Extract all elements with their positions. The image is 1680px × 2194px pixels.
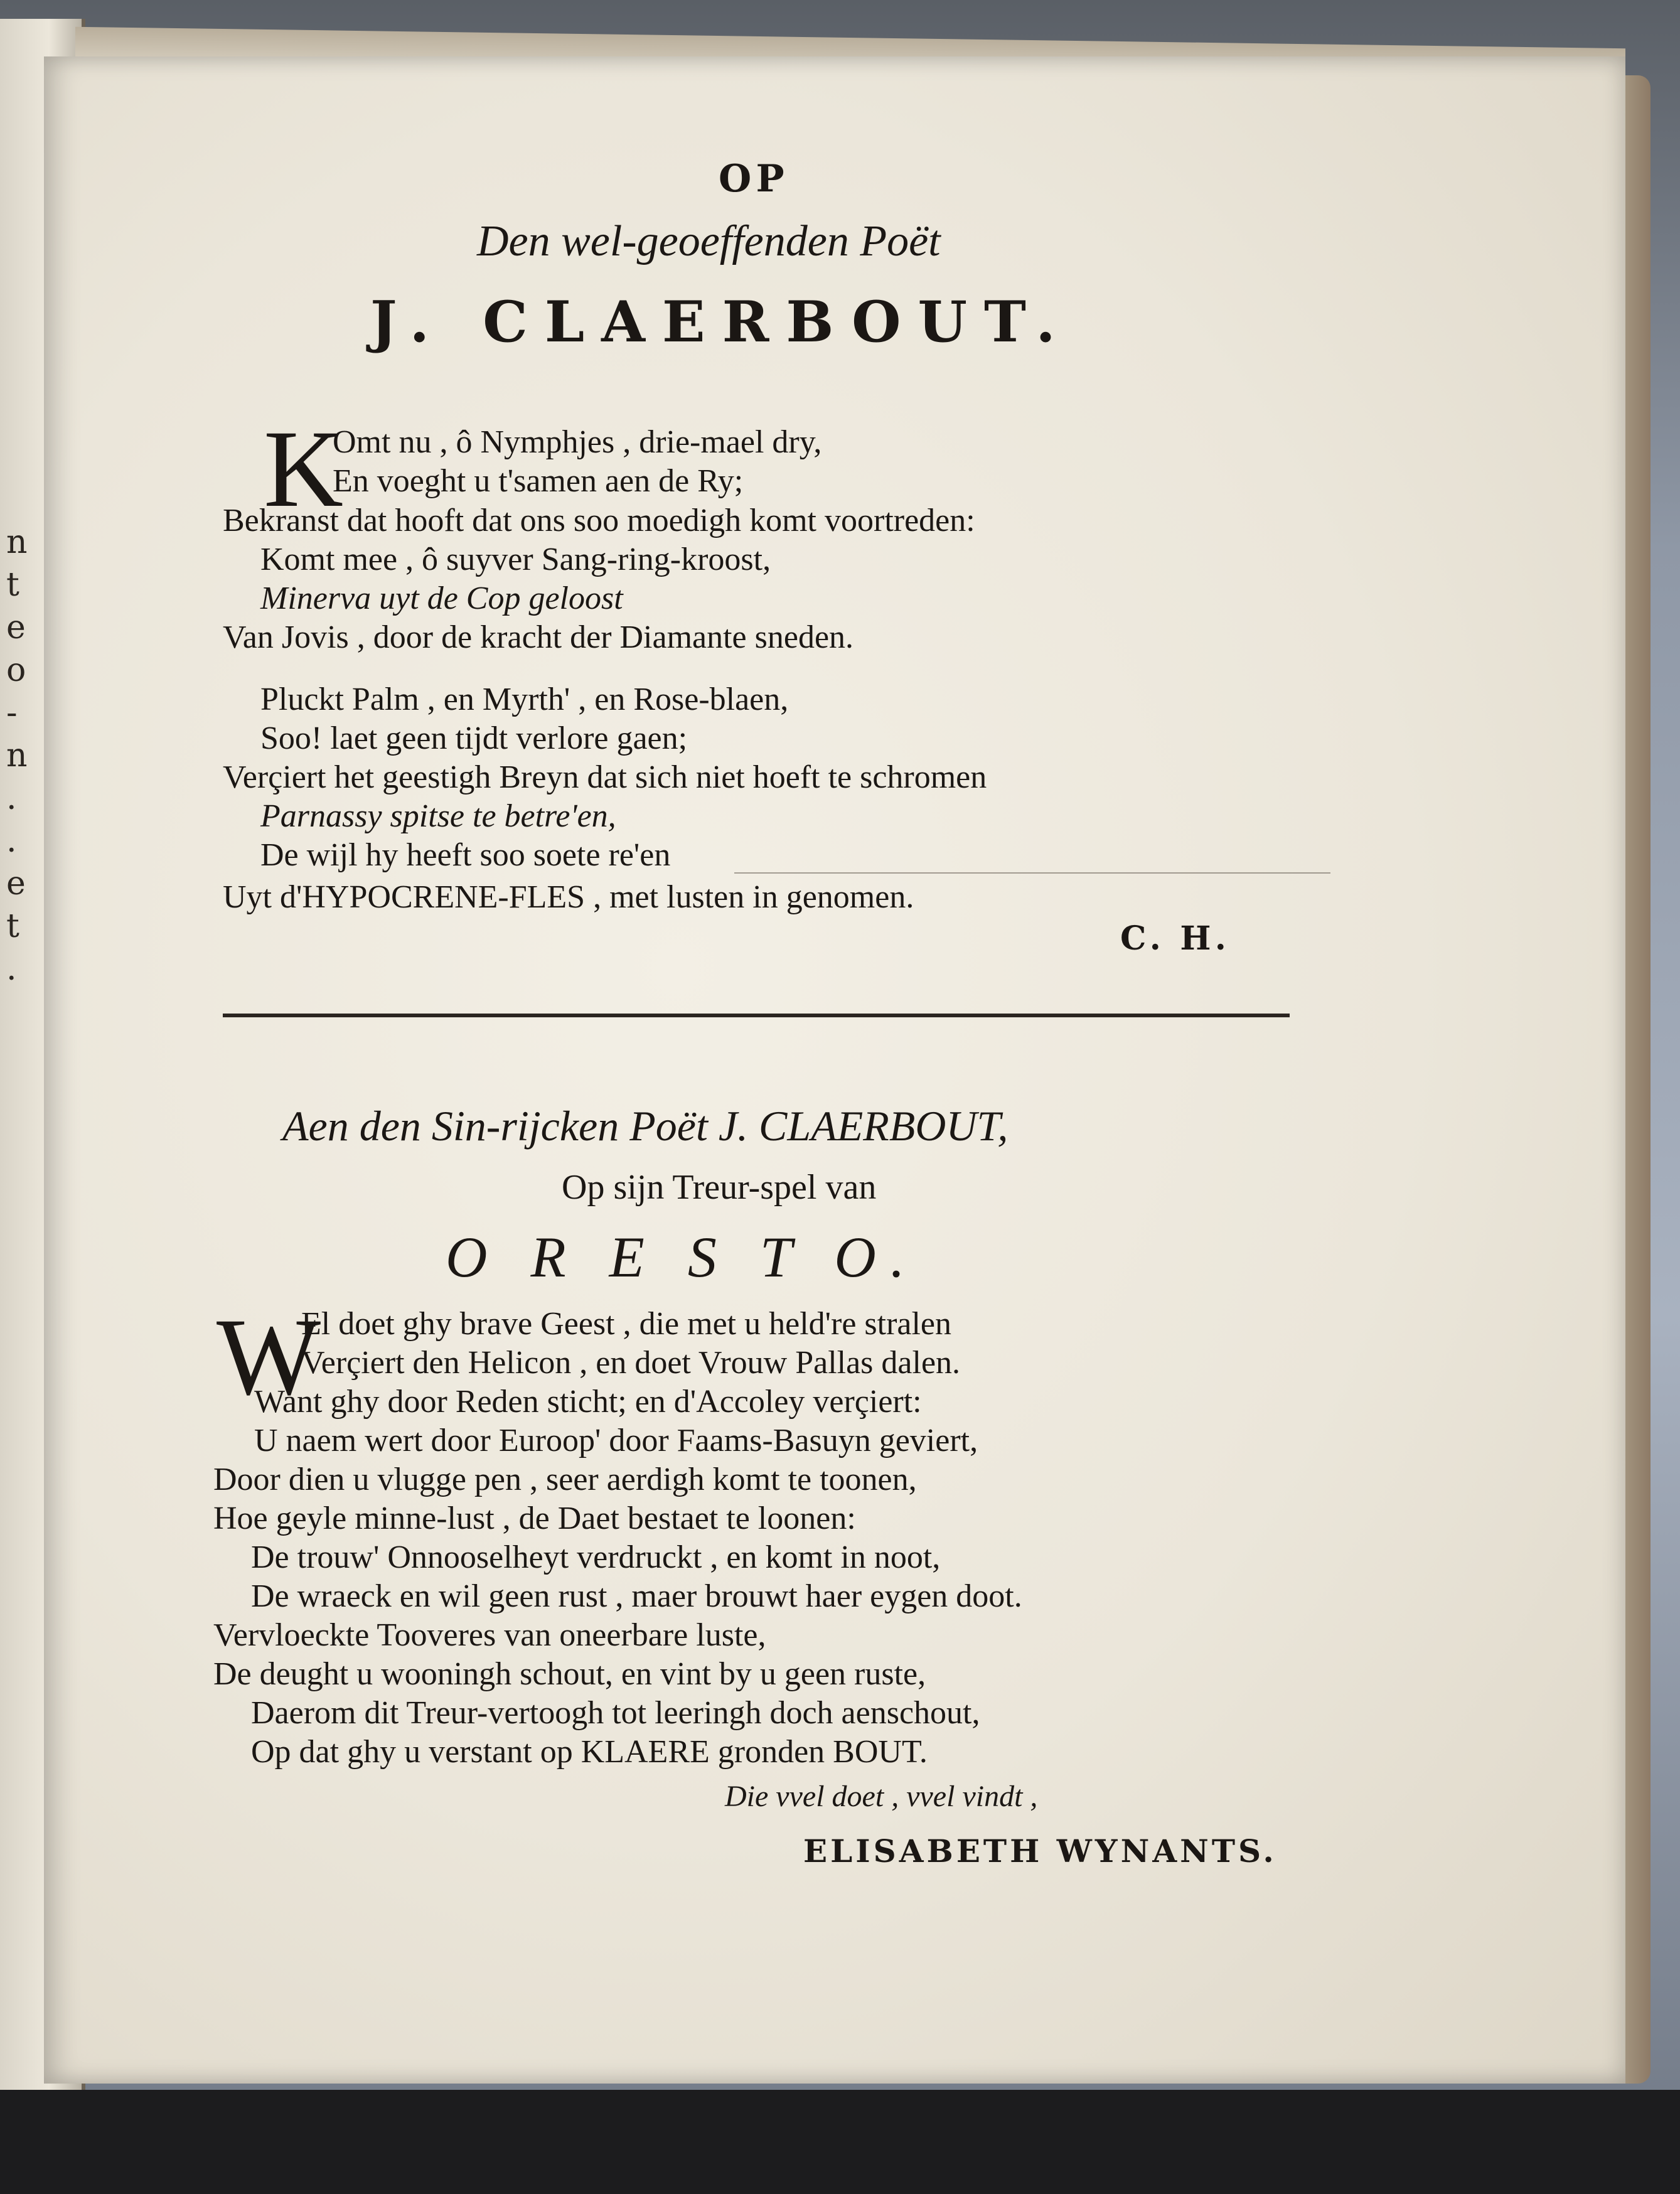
heading-poet-dedication: Den wel-geoeffenden Poët bbox=[477, 217, 941, 265]
margin-letter: - bbox=[6, 694, 18, 732]
poem1-line: Soo! laet geen tijdt verlore gaen; bbox=[260, 720, 688, 756]
poem2-line: Daerom dit Treur-vertoogh tot leeringh doch aenschout, bbox=[251, 1695, 980, 1731]
book-page bbox=[44, 56, 1625, 2084]
heading-claerbout: J. CLAERBOUT. bbox=[370, 289, 1073, 355]
margin-letter: t bbox=[6, 566, 19, 604]
poem1-line: En voeght u t'samen aen de Ry; bbox=[333, 463, 744, 499]
poem2-line: U naem wert door Euroop' door Faams-Basuyn geviert, bbox=[254, 1423, 978, 1458]
poem2-line: De wraeck en wil geen rust , maer brouwt haer eygen doot. bbox=[251, 1578, 1022, 1614]
margin-letter: . bbox=[6, 779, 17, 817]
heading-op: OP bbox=[719, 157, 789, 201]
poem2-line: Want ghy door Reden sticht; en d'Accoley verçiert: bbox=[254, 1384, 922, 1420]
margin-letter: . bbox=[6, 950, 17, 988]
motto: Die vvel doet , vvel vindt , bbox=[725, 1780, 1038, 1813]
margin-letter: t bbox=[6, 907, 19, 945]
margin-letter: e bbox=[6, 609, 26, 646]
poem2-line: De deught u wooningh schout, en vint by u geen ruste, bbox=[213, 1656, 926, 1692]
poem2-line: Door dien u vlugge pen , seer aerdigh komt te toonen, bbox=[213, 1462, 917, 1497]
left-margin-letters bbox=[6, 521, 44, 990]
poem1-line: Minerva uyt de Cop geloost bbox=[260, 581, 623, 616]
signature-ch: C. H. bbox=[1120, 919, 1231, 958]
poem2-line: De trouw' Onnooselheyt verdruckt , en komt in noot, bbox=[251, 1539, 941, 1575]
heading-oresto: O R E S T O. bbox=[446, 1225, 919, 1289]
poem1-line: Bekranst dat hooft dat ons soo moedigh komt voortreden: bbox=[223, 503, 975, 538]
author-name: ELISABETH WYNANTS. bbox=[803, 1833, 1277, 1870]
margin-letter: e bbox=[6, 865, 26, 902]
bottom-shadow bbox=[0, 2090, 1680, 2194]
margin-letter: n bbox=[6, 737, 28, 774]
poem1-line: Parnassy spitse te betre'en, bbox=[260, 798, 616, 834]
margin-letter: n bbox=[6, 523, 28, 561]
margin-letter: o bbox=[6, 651, 26, 689]
poem1-line: Pluckt Palm , en Myrth' , en Rose-blaen, bbox=[260, 682, 789, 717]
poem2-line: El doet ghy brave Geest , die met u held're stralen bbox=[301, 1306, 952, 1342]
margin-letter: . bbox=[6, 822, 17, 860]
dropcap-w: W bbox=[217, 1296, 321, 1418]
poem1-line: De wijl hy heeft soo soete re'en bbox=[260, 837, 671, 873]
poem1-line: Omt nu , ô Nymphjes , drie-mael dry, bbox=[333, 424, 822, 460]
poem1-line: Uyt d'HYPOCRENE-FLES , met lusten in genomen. bbox=[223, 879, 914, 915]
section-divider bbox=[223, 1014, 1290, 1017]
dropcap-k: K bbox=[264, 408, 344, 530]
poem2-line: Vervloeckte Tooveres van oneerbare luste, bbox=[213, 1617, 766, 1653]
poem2-line: Hoe geyle minne-lust , de Daet bestaet te loonen: bbox=[213, 1501, 856, 1536]
poem2-line: Op dat ghy u verstant op KLAERE gronden BOUT. bbox=[251, 1734, 928, 1770]
heading-treur-spel: Op sijn Treur-spel van bbox=[562, 1168, 877, 1207]
poem1-line: Komt mee , ô suyver Sang-ring-kroost, bbox=[260, 542, 771, 577]
bleedthrough-rule bbox=[734, 872, 1330, 874]
poem1-line: Van Jovis , door de kracht der Diamante sneden. bbox=[223, 619, 854, 655]
heading-sin-rijcken: Aen den Sin-rijcken Poët J. CLAERBOUT, bbox=[282, 1102, 1009, 1150]
poem2-line: Verçiert den Helicon , en doet Vrouw Pallas dalen. bbox=[301, 1345, 961, 1381]
poem1-line: Verçiert het geestigh Breyn dat sich niet hoeft te schromen bbox=[223, 759, 987, 795]
